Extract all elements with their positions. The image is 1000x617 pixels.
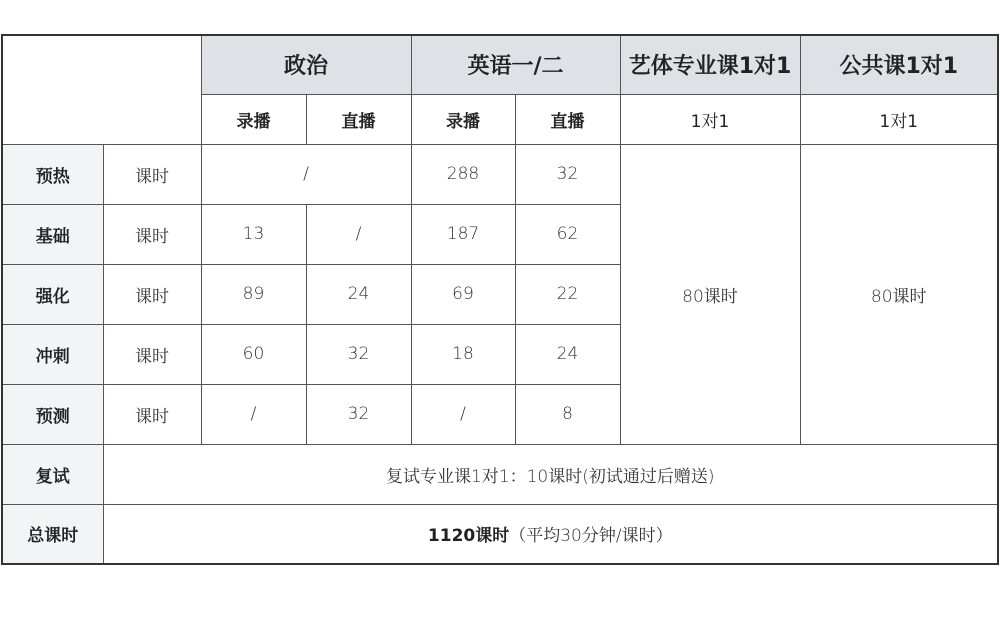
stage-label: 预测 [2, 384, 103, 444]
english-live-cell: 24 [515, 324, 620, 384]
total-label: 总课时 [2, 504, 103, 564]
politics-recorded-cell: 60 [201, 324, 306, 384]
english-live-cell: 22 [515, 264, 620, 324]
retest-row [2, 444, 998, 504]
header-art-1on1: 艺体专业课1对1 [620, 35, 800, 94]
stage-label: 基础 [2, 204, 103, 264]
unit-label: 课时 [103, 384, 201, 444]
english-live-cell: 32 [515, 144, 620, 204]
unit-label: 课时 [103, 324, 201, 384]
stage-label: 预热 [2, 144, 103, 204]
corner-cell [2, 35, 201, 144]
art-hours-cell: 80课时 [620, 144, 800, 444]
stage-label: 冲刺 [2, 324, 103, 384]
politics-live-cell: 32 [306, 324, 411, 384]
politics-live-cell: / [306, 204, 411, 264]
subheader-english-recorded: 录播 [411, 94, 515, 144]
politics-warmup-cell: / [201, 144, 411, 204]
header-english: 英语一/二 [411, 35, 620, 94]
retest-text: 复试专业课1对1：10课时(初试通过后赠送) [103, 444, 998, 504]
politics-recorded-cell: / [201, 384, 306, 444]
total-row [2, 504, 998, 564]
politics-live-cell: 24 [306, 264, 411, 324]
public-hours-cell: 80课时 [800, 144, 998, 444]
english-recorded-cell: 18 [411, 324, 515, 384]
english-recorded-cell: 288 [411, 144, 515, 204]
subheader-art-1on1: 1对1 [620, 94, 800, 144]
subheader-english-live: 直播 [515, 94, 620, 144]
subheader-public-1on1: 1对1 [800, 94, 998, 144]
total-value: 1120课时 [427, 526, 510, 547]
politics-recorded-cell: 13 [201, 204, 306, 264]
retest-label: 复试 [2, 444, 103, 504]
header-politics: 政治 [201, 35, 411, 94]
unit-label: 课时 [103, 204, 201, 264]
unit-label: 课时 [103, 264, 201, 324]
header-public-1on1: 公共课1对1 [800, 35, 998, 94]
total-note: （平均30分钟/课时） [509, 526, 673, 547]
english-live-cell: 8 [515, 384, 620, 444]
english-recorded-cell: 69 [411, 264, 515, 324]
table-row [2, 144, 998, 204]
english-recorded-cell: 187 [411, 204, 515, 264]
total-cell [103, 504, 998, 564]
course-hours-table [1, 34, 999, 565]
unit-label: 课时 [103, 144, 201, 204]
politics-live-cell: 32 [306, 384, 411, 444]
subheader-politics-live: 直播 [306, 94, 411, 144]
subheader-politics-recorded: 录播 [201, 94, 306, 144]
english-recorded-cell: / [411, 384, 515, 444]
stage-label: 强化 [2, 264, 103, 324]
english-live-cell: 62 [515, 204, 620, 264]
politics-recorded-cell: 89 [201, 264, 306, 324]
